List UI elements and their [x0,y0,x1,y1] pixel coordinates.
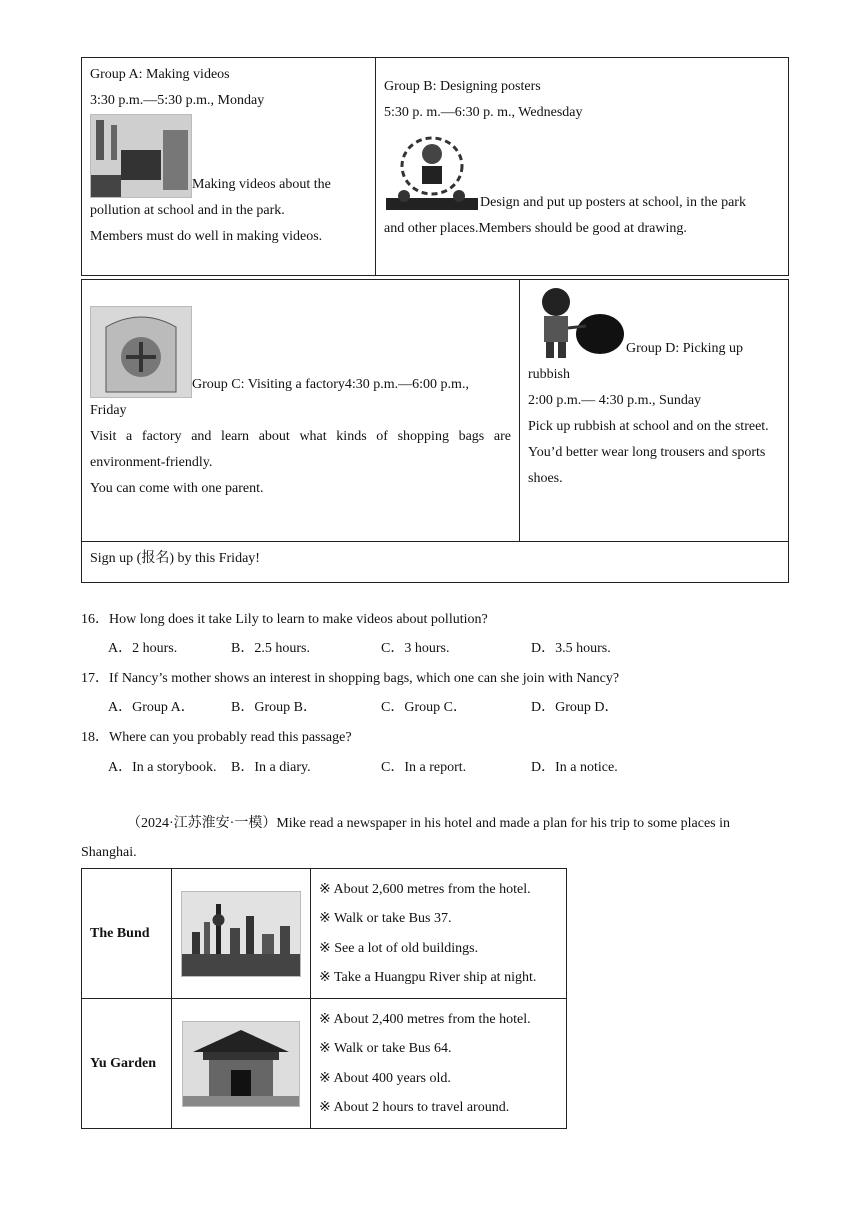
group-a-desc1: Making videos about the [192,177,331,192]
q17-option-a: A．Group A． [108,700,195,715]
q17-option-c: C．Group C． [381,700,467,715]
save-earth-poster-image [384,126,480,216]
group-a-desc2: pollution at school and in the park. [90,203,285,218]
yu-garden-photo [172,999,311,1129]
group-b-time: 5:30 p. m.—6:30 p. m., Wednesday [384,105,583,120]
q17-option-d: D．Group D． [531,700,619,715]
passage-intro-line2: Shanghai. [81,845,137,860]
the-bund-facts [311,869,567,999]
q18-option-a: A．In a storybook. [108,760,217,775]
group-d-note: You’d better wear long trousers and sports shoes. [528,445,766,486]
signup-text: Sign up (报名) by this Friday! [90,551,260,566]
yu-garden-image [182,1021,300,1107]
fact-item: ※ About 2 hours to travel around. [319,1100,510,1115]
trip-table [81,868,567,1129]
group-a-cell [82,58,376,275]
group-d-title1: Group D: Picking up [626,341,744,356]
group-b-title: Group B: Designing posters [384,79,541,94]
group-c-cell [82,280,520,541]
fact-item: ※ Take a Huangpu River ship at night. [319,970,537,985]
fact-item: ※ See a lot of old buildings. [319,940,479,956]
child-picking-rubbish-image [528,284,626,362]
q16-option-c: C．3 hours. [381,641,450,656]
q18-option-d: D．In a notice. [531,760,618,775]
place-name: Yu Garden [82,999,172,1129]
fact-item: ※ Walk or take Bus 37. [319,911,452,926]
signup-row [81,541,789,583]
group-d-desc: Pick up rubbish at school and on the street. [528,419,769,434]
group-d-title2: rubbish [528,367,570,382]
fact-item: ※ About 2,400 metres from the hotel. [319,1011,531,1027]
question-16: 16．How long does it take Lily to learn to make videos about pollution? [81,612,488,627]
group-c-img-line [90,306,511,398]
table-row [82,869,567,999]
question-17: 17．If Nancy’s mother shows an interest in shopping bags, which one can she join with Nancy? [81,671,620,686]
the-bund-image [181,891,301,977]
group-b-cell [376,70,788,275]
group-d-cell [520,280,788,541]
group-c-note: You can come with one parent. [90,481,264,496]
q16-option-b: B．2.5 hours. [231,641,310,656]
group-a-title: Group A: Making videos [90,67,230,82]
group-d-img-line [528,284,780,362]
fact-item: ※ About 400 years old. [319,1070,451,1086]
table-row [82,999,567,1129]
group-a-desc3: Members must do well in making videos. [90,229,323,244]
group-c-desc: Visit a factory and learn about what kinds of shopping bags are environment-friendly. [90,429,511,470]
groups-ab-row [81,57,789,276]
group-a-time: 3:30 p.m.—5:30 p.m., Monday [90,93,265,108]
group-a-img-line [90,114,367,198]
shopping-bag-image [90,306,192,398]
group-c-title1: Group C: Visiting a factory4:30 p.m.—6:00 p.m., [192,377,469,392]
q17-option-b: B．Group B． [231,700,317,715]
groups-cd-row [81,279,789,542]
yu-garden-facts [311,999,567,1129]
q18-option-c: C．In a report. [381,760,467,775]
fact-item: ※ About 2,600 metres from the hotel. [319,881,531,897]
group-b-desc2: and other places.Members should be good at drawing. [384,221,687,236]
group-b-desc1: Design and put up posters at school, in the park [480,195,746,210]
passage-intro-line1: （2024·江苏淮安·一模）Mike read a newspaper in his hotel and made a plan for his trip to some places in [127,816,731,831]
q16-option-d: D．3.5 hours. [531,641,611,656]
question-18: 18．Where can you probably read this passage? [81,730,352,745]
video-camera-image [90,114,192,198]
group-d-time: 2:00 p.m.— 4:30 p.m., Sunday [528,393,702,408]
the-bund-photo [172,869,311,999]
fact-item: ※ Walk or take Bus 64. [319,1041,452,1056]
q16-option-a: A．2 hours. [108,641,178,656]
group-b-img-line [384,126,780,216]
q18-option-b: B．In a diary. [231,760,311,775]
place-name: The Bund [82,869,172,999]
group-c-title2: Friday [90,403,127,418]
